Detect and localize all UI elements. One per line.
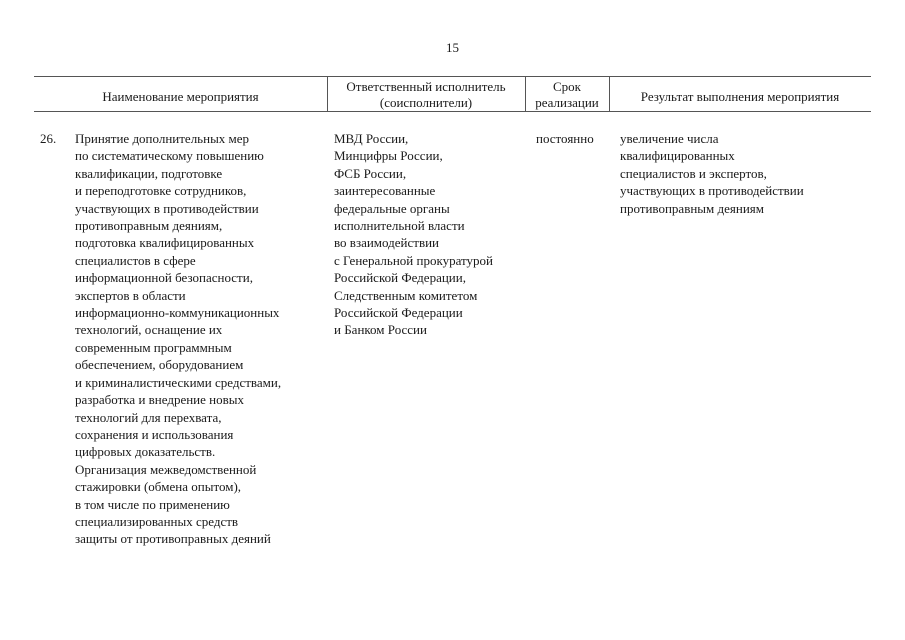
result-line: квалифицированных <box>620 148 735 164</box>
executor-line: Российской Федерации <box>334 305 463 321</box>
executor-line: заинтересованные <box>334 183 436 199</box>
executor-line: Российской Федерации, <box>334 270 466 286</box>
executor-line: и Банком России <box>334 322 427 338</box>
name-line: технологий для перехвата, <box>75 409 222 425</box>
name-line: участвующих в противодействии <box>75 200 259 216</box>
name-line: специализированных средств <box>75 513 239 529</box>
name-line: квалификации, подготовке <box>75 165 223 181</box>
header-name: Наименование мероприятия <box>102 89 259 104</box>
executor-line: с Генеральной прокуратурой <box>334 252 493 268</box>
executor-line: Минцифры России, <box>334 148 443 164</box>
name-line: и криминалистическими средствами, <box>75 374 282 390</box>
name-line: обеспечением, оборудованием <box>75 357 244 373</box>
header-executor-line: Ответственный исполнитель <box>346 79 506 94</box>
name-line: защиты от противоправных деяний <box>75 531 271 547</box>
header-deadline-line: реализации <box>535 95 599 110</box>
name-line: Организация межведомственной <box>75 461 257 477</box>
header-executor <box>327 79 525 111</box>
row-deadline: постоянно <box>536 131 594 146</box>
name-line: по систематическому повышению <box>75 148 264 164</box>
name-line: информационно-коммуникационных <box>75 305 280 321</box>
row-number: 26. <box>40 131 57 146</box>
name-line: технологий, оснащение их <box>75 322 223 338</box>
name-line: современным программным <box>75 339 232 355</box>
header-deadline <box>525 79 609 111</box>
name-line: Принятие дополнительных мер <box>75 131 250 146</box>
row-name-cell <box>75 130 281 548</box>
header-deadline-line: Срок <box>553 79 581 94</box>
header-executor-line: (соисполнители) <box>379 95 473 110</box>
result-line: увеличение числа <box>620 131 719 146</box>
executor-line: Следственным комитетом <box>334 287 478 303</box>
header-result: Результат выполнения мероприятия <box>640 89 840 104</box>
name-line: и переподготовке сотрудников, <box>75 183 247 199</box>
result-line: противоправным деяниям <box>620 200 764 216</box>
executor-line: во взаимодействии <box>334 235 439 251</box>
name-line: информационной безопасности, <box>75 270 253 286</box>
table-header-bottom-rule <box>34 111 871 112</box>
executor-line: исполнительной власти <box>334 218 465 234</box>
name-line: разработка и внедрение новых <box>75 392 244 408</box>
name-line: стажировки (обмена опытом), <box>75 479 242 495</box>
name-line: цифровых доказательств. <box>75 444 216 460</box>
page-number: 15 <box>446 40 459 55</box>
name-line: специалистов в сфере <box>75 252 196 268</box>
name-line: сохранения и использования <box>75 426 234 442</box>
name-line: экспертов в области <box>75 287 186 303</box>
executor-line: федеральные органы <box>334 200 450 216</box>
row-executor-cell <box>334 130 493 339</box>
table-top-rule <box>34 76 871 77</box>
executor-line: ФСБ России, <box>334 165 407 181</box>
result-line: участвующих в противодействии <box>620 183 804 199</box>
name-line: в том числе по применению <box>75 496 230 512</box>
result-line: специалистов и экспертов, <box>620 165 767 181</box>
name-line: противоправным деяниям, <box>75 218 223 234</box>
row-result-cell <box>620 130 804 217</box>
executor-line: МВД России, <box>334 131 409 146</box>
name-line: подготовка квалифицированных <box>75 235 255 251</box>
